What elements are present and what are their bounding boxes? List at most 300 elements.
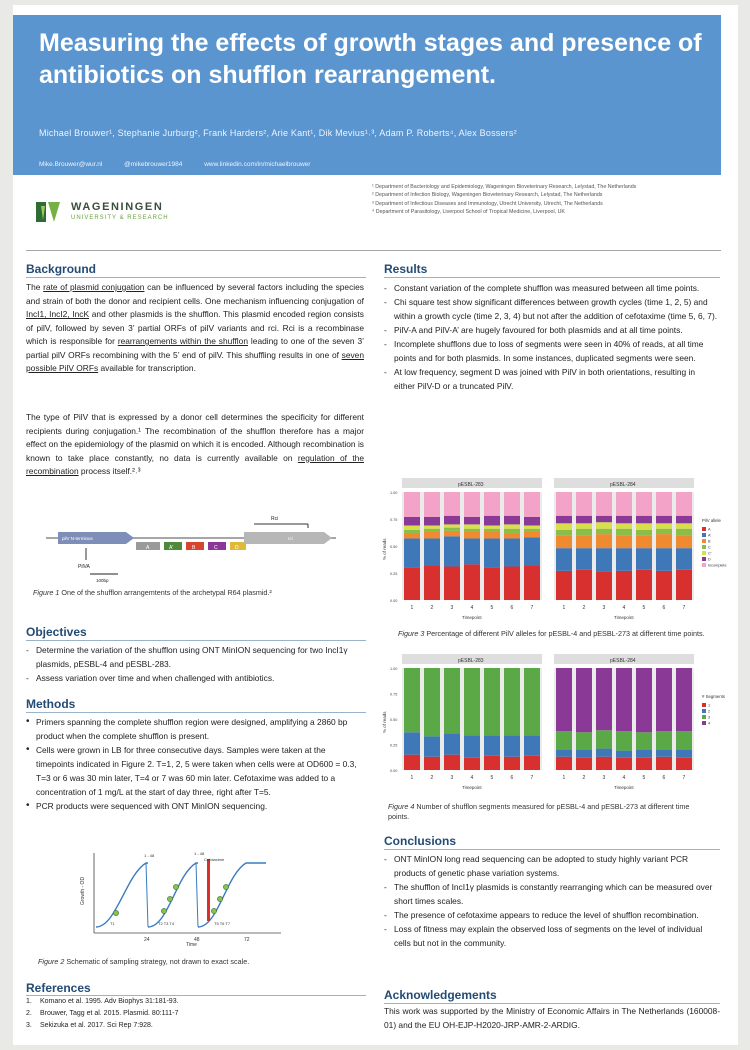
background-p1-underlined-run: IncI1, IncI2, IncK xyxy=(26,309,90,319)
method-item: • Primers spanning the complete shufflon region were designed, amplifying a 2860 bp product when the complete shufflon is present. xyxy=(26,715,366,743)
bar-segment xyxy=(656,516,672,524)
bar-segment xyxy=(444,668,460,733)
segment-c-label: C xyxy=(214,545,218,551)
bar-segment xyxy=(464,758,480,770)
bar-segment xyxy=(636,750,652,758)
result-item: - Incomplete shufflons due to loss of segments were seen in 40% of reads, at all time points and for both plasmids. In some instances, duplicated segments were seen. xyxy=(384,337,718,365)
conclusions-list xyxy=(384,852,718,950)
contact-twitter[interactable]: @mikebrouwer1984 xyxy=(124,161,183,168)
bar-segment xyxy=(504,529,520,533)
background-rule xyxy=(26,277,366,278)
bar-segment xyxy=(596,757,612,770)
bar-segment xyxy=(596,529,612,534)
rci-gene-label: rci xyxy=(288,536,293,541)
bar-segment xyxy=(676,492,692,516)
legend-swatch xyxy=(702,527,706,531)
bar-segment xyxy=(636,516,652,524)
result-item: - Constant variation of the complete shufflon was measured between all time points. xyxy=(384,281,718,295)
bar-segment xyxy=(464,538,480,564)
bar-segment xyxy=(444,733,460,754)
bar-segment xyxy=(424,517,440,526)
segment-b-label: B xyxy=(192,545,196,551)
bar-segment xyxy=(464,524,480,528)
bar-segment xyxy=(676,516,692,524)
background-p2-run: The type of PilV that is expressed by a donor cell determines the specificity for different recipients during conjugation.¹ The recombination of the shufflon therefore has a major effect on the epidemiology of the plasmid on which it is encoded. Although recombination is known to take place constantly, no data is currently available on xyxy=(26,412,364,463)
bar-segment xyxy=(556,757,572,770)
bar-segment xyxy=(676,570,692,600)
logo-subtitle: UNIVERSITY & RESEARCH xyxy=(71,215,169,221)
figure-1-caption-text: One of the shufflon arrangemtents of the archetypal R64 plasmid.² xyxy=(59,588,272,597)
figure-3-caption xyxy=(398,629,718,639)
bar-segment xyxy=(576,523,592,528)
reference-item xyxy=(26,1008,179,1020)
bar-segment xyxy=(424,757,440,770)
bar-segment xyxy=(596,492,612,516)
acknowledgements-rule xyxy=(384,1003,720,1004)
bar-segment xyxy=(656,757,672,770)
segment-d-label: D xyxy=(235,545,239,551)
sample-point xyxy=(167,896,172,901)
segment-a-label: A xyxy=(146,545,150,551)
bar-segment xyxy=(484,532,500,538)
acknowledgements-text: This work was supported by the Ministry of Economic Affairs in The Netherlands (160008-01) and the EU OH-EJP-H2020-JRP-AMR-2-ARDIG. xyxy=(384,1006,720,1030)
fig2-tlabel: T2 T3 T4 xyxy=(158,921,175,926)
legend-swatch xyxy=(702,721,706,725)
bar-segment xyxy=(556,492,572,516)
bar-segment xyxy=(676,523,692,528)
bar-segment xyxy=(484,568,500,600)
bar-segment xyxy=(424,736,440,756)
reference-item xyxy=(26,996,179,1008)
background-p1-underlined-run: rearrangements within the shufflon xyxy=(117,336,248,346)
x-tick-label: 4 xyxy=(470,775,474,781)
affiliation-3: ³ Department of Infectious Diseases and Immunology, Utrecht University, Utrecht, The Netherlands xyxy=(372,200,603,207)
bar-segment xyxy=(616,758,632,770)
y-tick-label: 0.25 xyxy=(390,743,398,748)
legend-swatch xyxy=(702,715,706,719)
bar-segment xyxy=(576,758,592,770)
bar-segment xyxy=(676,750,692,758)
bar-segment xyxy=(404,568,420,600)
fig2-tlabel: T5 T6 T7 xyxy=(214,921,231,926)
x-tick-label: 3 xyxy=(450,605,454,611)
bar-segment xyxy=(596,534,612,548)
bar-segment xyxy=(596,572,612,600)
objective-item: - Determine the variation of the shufflon using ONT MinION sequencing for two IncI1γ plasmids, pESBL-4 and pESBL-283. xyxy=(26,643,366,671)
affiliation-4: ⁴ Department of Parasitology, Liverpool School of Tropical Medicine, Liverpool, UK xyxy=(372,209,565,216)
bar-segment xyxy=(556,523,572,529)
x-tick-label: 4 xyxy=(470,605,474,611)
bar-segment xyxy=(636,668,652,732)
fig2-xtick: 72 xyxy=(244,937,250,943)
legend-swatch xyxy=(702,539,706,543)
bar-segment xyxy=(556,535,572,548)
bar-segment xyxy=(656,750,672,757)
bar-segment xyxy=(556,750,572,757)
legend-label: A xyxy=(708,527,711,532)
bar-segment xyxy=(636,530,652,535)
bar-segment xyxy=(424,532,440,538)
panel-title: pESBL-284 xyxy=(610,482,636,488)
x-axis-label: Timepoint xyxy=(614,785,634,790)
legend-swatch xyxy=(702,703,706,707)
x-tick-label: 4 xyxy=(622,775,626,781)
poster-title: Measuring the effects of growth stages and presence of antibiotics on shufflon rearrangement. xyxy=(39,29,702,89)
method-item: • Cells were grown in LB for three consecutive days. Samples were taken at the timepoints indicated in Figure 2. T=1, 2, 5 were taken when cells were at OD600 = 0.3, T=3 or 6 was 30 min later, T=4 or 7 was 60 min later. Cefotaxime was added to a concentration of 1 mg/L at the start of day three, right after T=5. xyxy=(26,743,366,799)
bar-segment xyxy=(484,529,500,532)
bar-segment xyxy=(484,735,500,755)
bar-segment xyxy=(524,756,540,770)
reference-number: 3. xyxy=(26,1022,32,1029)
objective-item: - Assess variation over time and when challenged with antibiotics. xyxy=(26,671,366,685)
objectives-rule xyxy=(26,640,366,641)
bar-segment xyxy=(636,570,652,600)
bar-segment xyxy=(504,668,520,735)
bar-segment xyxy=(616,529,632,535)
bar-segment xyxy=(676,529,692,535)
x-tick-label: 4 xyxy=(622,605,626,611)
fig2-top-label: 1 - 48 xyxy=(144,853,155,858)
bar-segment xyxy=(484,538,500,567)
bar-segment xyxy=(596,730,612,748)
results-heading: Results xyxy=(384,262,428,276)
bar-segment xyxy=(636,523,652,529)
header-divider xyxy=(26,250,721,251)
reference-text: Komano et al. 1995. Adv Biophys 31:181-93. xyxy=(40,998,179,1005)
y-tick-label: 0.25 xyxy=(390,572,398,576)
bar-segment xyxy=(636,732,652,749)
bar-segment xyxy=(616,492,632,516)
figure-4-caption-text: Number of shufflon segments measured for pESBL-4 and pESBL-273 at different time points. xyxy=(388,802,690,821)
bar-segment xyxy=(504,538,520,566)
reference-number: 1. xyxy=(26,998,32,1005)
bar-segment xyxy=(424,492,440,517)
bar-segment xyxy=(656,534,672,548)
figure-2-caption-text: Schematic of sampling strategy, not drawn to exact scale. xyxy=(64,957,250,966)
fig2-top-label: 1 - 48 xyxy=(194,851,205,856)
bar-segment xyxy=(656,529,672,534)
x-tick-label: 5 xyxy=(490,775,494,781)
bar-segment xyxy=(504,735,520,756)
sample-point xyxy=(211,908,216,913)
conclusions-heading: Conclusions xyxy=(384,834,457,848)
bar-segment xyxy=(616,751,632,758)
bar-segment xyxy=(556,530,572,535)
bar-segment xyxy=(636,535,652,548)
figure-1-caption-label: Figure 1 xyxy=(33,588,60,597)
figure-1-caption xyxy=(33,588,363,598)
legend-label: 4 xyxy=(708,721,711,726)
bar-segment xyxy=(676,668,692,731)
bar-segment xyxy=(504,567,520,600)
bar-segment xyxy=(616,571,632,600)
figure-4-caption xyxy=(388,802,708,821)
bar-segment xyxy=(656,731,672,749)
bar-segment xyxy=(524,537,540,565)
references-heading: References xyxy=(26,981,91,995)
y-tick-label: 1.00 xyxy=(390,491,398,495)
bar-segment xyxy=(556,571,572,600)
bar-segment xyxy=(484,516,500,526)
fig2-x-label: Time xyxy=(186,942,197,948)
y-tick-label: 0.00 xyxy=(390,769,398,773)
reference-item xyxy=(26,1020,179,1032)
bar-segment xyxy=(576,750,592,758)
background-p2-run: process itself.²˒³ xyxy=(78,466,141,476)
bar-segment xyxy=(576,668,592,732)
bar-segment xyxy=(596,548,612,572)
background-paragraph-1 xyxy=(26,281,364,376)
bar-segment xyxy=(504,492,520,516)
bar-segment xyxy=(444,516,460,525)
panel-title: pESBL-283 xyxy=(458,482,484,488)
bar-segment xyxy=(656,492,672,516)
x-tick-label: 6 xyxy=(510,605,514,611)
bar-segment xyxy=(424,565,440,600)
x-tick-label: 2 xyxy=(430,775,434,781)
bar-segment xyxy=(464,532,480,538)
result-item: - At low frequency, segment D was joined with PilV in both orientations, resulting in either PilV-D or a truncated PilV. xyxy=(384,365,718,393)
legend-label: 2 xyxy=(708,709,711,714)
background-p1-run: The xyxy=(26,282,44,292)
fig2-xtick: 48 xyxy=(194,937,200,943)
x-tick-label: 5 xyxy=(642,775,646,781)
bar-segment xyxy=(576,516,592,524)
contact-email[interactable]: Mike.Brouwer@wur.nl xyxy=(39,161,103,168)
x-tick-label: 3 xyxy=(602,775,606,781)
bar-segment xyxy=(616,668,632,731)
bar-segment xyxy=(504,524,520,528)
panel-title: pESBL-283 xyxy=(458,658,484,664)
affiliations xyxy=(372,183,636,217)
bar-segment xyxy=(424,529,440,532)
bar-segment xyxy=(576,492,592,516)
legend-swatch xyxy=(702,709,706,713)
affiliation-2: ² Department of Infection Biology, Wageningen Bioveterinary Research, Lelystad, The Netherlands xyxy=(372,192,603,199)
objectives-list xyxy=(26,643,366,685)
conclusion-item: - The shufflon of IncI1γ plasmids is constantly rearranging which can be measured over short times scales. xyxy=(384,880,718,908)
bar-segment xyxy=(524,565,540,600)
rci-label: Rci xyxy=(271,516,279,522)
x-tick-label: 7 xyxy=(530,775,534,781)
bar-segment xyxy=(404,533,420,538)
bar-segment xyxy=(524,492,540,517)
x-tick-label: 2 xyxy=(582,775,586,781)
contact-line xyxy=(39,161,330,168)
bar-segment xyxy=(636,492,652,516)
bar-segment xyxy=(404,668,420,732)
bar-segment xyxy=(504,533,520,538)
bar-segment xyxy=(636,548,652,570)
bar-segment xyxy=(404,538,420,567)
legend-label: A' xyxy=(708,533,712,538)
background-heading: Background xyxy=(26,262,97,276)
wur-leaf-icon xyxy=(33,198,63,226)
scale-bar-label: 100bp xyxy=(96,578,109,583)
bar-segment xyxy=(596,749,612,757)
bar-segment xyxy=(444,492,460,516)
sample-point xyxy=(113,910,118,915)
x-tick-label: 3 xyxy=(602,605,606,611)
bar-segment xyxy=(444,528,460,531)
background-p1-underlined-run: rate of plasmid conjugation xyxy=(43,282,145,292)
reference-number: 2. xyxy=(26,1010,32,1017)
methods-rule xyxy=(26,712,366,713)
bar-segment xyxy=(404,517,420,526)
x-tick-label: 5 xyxy=(642,605,646,611)
legend-title: # Segments xyxy=(702,694,725,699)
background-paragraph-2 xyxy=(26,411,364,479)
bar-segment xyxy=(524,735,540,755)
conclusion-item: - The presence of cefotaxime appears to reduce the level of shufflon recombination. xyxy=(384,908,718,922)
methods-list xyxy=(26,715,366,813)
bar-segment xyxy=(556,516,572,524)
bar-segment xyxy=(616,548,632,571)
x-tick-label: 3 xyxy=(450,775,454,781)
legend-label: C xyxy=(708,545,711,550)
references-list xyxy=(26,996,179,1032)
bar-segment xyxy=(676,535,692,548)
x-tick-label: 6 xyxy=(662,605,666,611)
conclusion-item: - ONT MinION long read sequencing can be adopted to study highly variant PCR products of genetic phase variation systems. xyxy=(384,852,718,880)
bar-segment xyxy=(576,570,592,600)
bar-segment xyxy=(464,529,480,532)
legend-swatch xyxy=(702,563,706,567)
segment-a-prime-label: A' xyxy=(169,545,174,551)
bar-segment xyxy=(444,524,460,527)
legend-label: 3 xyxy=(708,715,711,720)
result-item: - Chi square test show significant differences between growth cycles (time 1, 2, 5) and within a growth cycle (time 2, 3, 4) but not after the addition of cefotaxime (time 5, 6, 7). xyxy=(384,295,718,323)
bar-segment xyxy=(656,523,672,528)
bar-segment xyxy=(676,731,692,749)
bar-segment xyxy=(524,517,540,526)
bar-segment xyxy=(556,548,572,571)
figure-3-caption-label: Figure 3 xyxy=(398,629,425,638)
legend-label: Incomplete xyxy=(708,563,727,568)
x-axis-label: Timepoint xyxy=(462,615,482,620)
sample-point xyxy=(173,884,178,889)
bar-segment xyxy=(464,564,480,600)
bar-segment xyxy=(484,525,500,528)
bar-segment xyxy=(656,668,672,731)
x-tick-label: 7 xyxy=(682,775,686,781)
figure-3-caption-text: Percentage of different PilV alleles for pESBL-4 and pESBL-273 at different time points. xyxy=(424,629,705,638)
methods-heading: Methods xyxy=(26,697,76,711)
y-tick-label: 1.00 xyxy=(390,667,398,671)
y-tick-label: 0.50 xyxy=(390,545,398,549)
conclusions-rule xyxy=(384,849,720,850)
bar-segment xyxy=(596,516,612,522)
bar-segment xyxy=(404,755,420,770)
bar-segment xyxy=(464,492,480,517)
bar-segment xyxy=(484,668,500,735)
bar-segment xyxy=(444,755,460,770)
contact-linkedin[interactable]: www.linkedin.com/in/michaelbrouwer xyxy=(204,161,311,168)
acknowledgements-heading: Acknowledgements xyxy=(384,988,497,1002)
bar-segment xyxy=(636,758,652,770)
x-tick-label: 2 xyxy=(430,605,434,611)
fig2-y-label: Growth - OD xyxy=(80,876,86,905)
conclusion-item: - Loss of fitness may explain the observed loss of segments on the level of individual cells but not in the community. xyxy=(384,922,718,950)
bar-segment xyxy=(524,525,540,528)
x-tick-label: 1 xyxy=(562,605,566,611)
y-axis-label: % of reads xyxy=(382,711,387,733)
legend-label: C' xyxy=(708,551,712,556)
bar-segment xyxy=(404,732,420,754)
figure-1-shufflon-diagram xyxy=(46,508,336,584)
bar-segment xyxy=(556,731,572,749)
y-tick-label: 0.75 xyxy=(390,692,398,697)
bar-segment xyxy=(444,531,460,536)
bar-segment xyxy=(656,548,672,571)
legend-swatch xyxy=(702,533,706,537)
fig2-xtick: 24 xyxy=(144,937,150,943)
fig2-top-label: Cefotaxime xyxy=(204,857,225,862)
bar-segment xyxy=(616,535,632,548)
legend-swatch xyxy=(702,557,706,561)
sample-point xyxy=(217,896,222,901)
bar-segment xyxy=(524,529,540,532)
bar-segment xyxy=(504,516,520,525)
wageningen-logo xyxy=(33,198,203,228)
affiliation-1: ¹ Department of Bacteriology and Epidemiology, Wageningen Bioveterinary Research, Lelystad, The Netherlands xyxy=(372,184,637,190)
background-p1-run: leading to one of the seven 3’ partial pilV ORFs recombining with the 5’ end of pilV. This shuffling results in one of xyxy=(26,336,364,360)
legend-title: PilV allele xyxy=(702,518,721,523)
bar-segment xyxy=(596,522,612,528)
bar-segment xyxy=(404,492,420,517)
results-rule xyxy=(384,277,720,278)
bar-segment xyxy=(576,535,592,548)
bar-segment xyxy=(556,668,572,731)
x-tick-label: 5 xyxy=(490,605,494,611)
bar-segment xyxy=(616,516,632,524)
background-p1-underlined-run: seven possible PilV ORFs xyxy=(26,349,364,373)
x-tick-label: 1 xyxy=(410,605,414,611)
x-tick-label: 6 xyxy=(662,775,666,781)
bar-segment xyxy=(424,538,440,565)
x-tick-label: 1 xyxy=(410,775,414,781)
bar-segment xyxy=(484,492,500,516)
pilv-gene-label: pilV N-terminus xyxy=(62,536,93,541)
legend-label: D xyxy=(708,557,711,562)
legend-label: 1 xyxy=(708,703,711,708)
objectives-heading: Objectives xyxy=(26,625,87,639)
bar-segment xyxy=(576,529,592,535)
figure-2-growth-curve xyxy=(76,845,286,949)
bar-segment xyxy=(576,548,592,570)
panel-title: pESBL-284 xyxy=(610,658,636,664)
background-p2-underlined-run: regulation of the recombination xyxy=(26,452,364,476)
y-tick-label: 0.75 xyxy=(390,518,398,522)
figure-4-caption-label: Figure 4 xyxy=(388,802,415,811)
bar-segment xyxy=(444,536,460,566)
bar-segment xyxy=(524,532,540,537)
bar-segment xyxy=(424,525,440,528)
bar-segment xyxy=(464,735,480,757)
figure-2-caption-label: Figure 2 xyxy=(38,957,65,966)
sample-point xyxy=(223,884,228,889)
legend-label: B xyxy=(708,539,711,544)
y-axis-label: % of reads xyxy=(382,538,387,560)
reference-text: Brouwer, Tagg et al. 2015. Plasmid. 80:111-7 xyxy=(40,1010,179,1017)
x-tick-label: 2 xyxy=(582,605,586,611)
bar-segment xyxy=(404,530,420,533)
figure-2-caption xyxy=(38,957,358,967)
sample-point xyxy=(161,908,166,913)
bar-segment xyxy=(616,731,632,750)
y-tick-label: 0.00 xyxy=(390,599,398,603)
poster-header xyxy=(13,15,721,175)
